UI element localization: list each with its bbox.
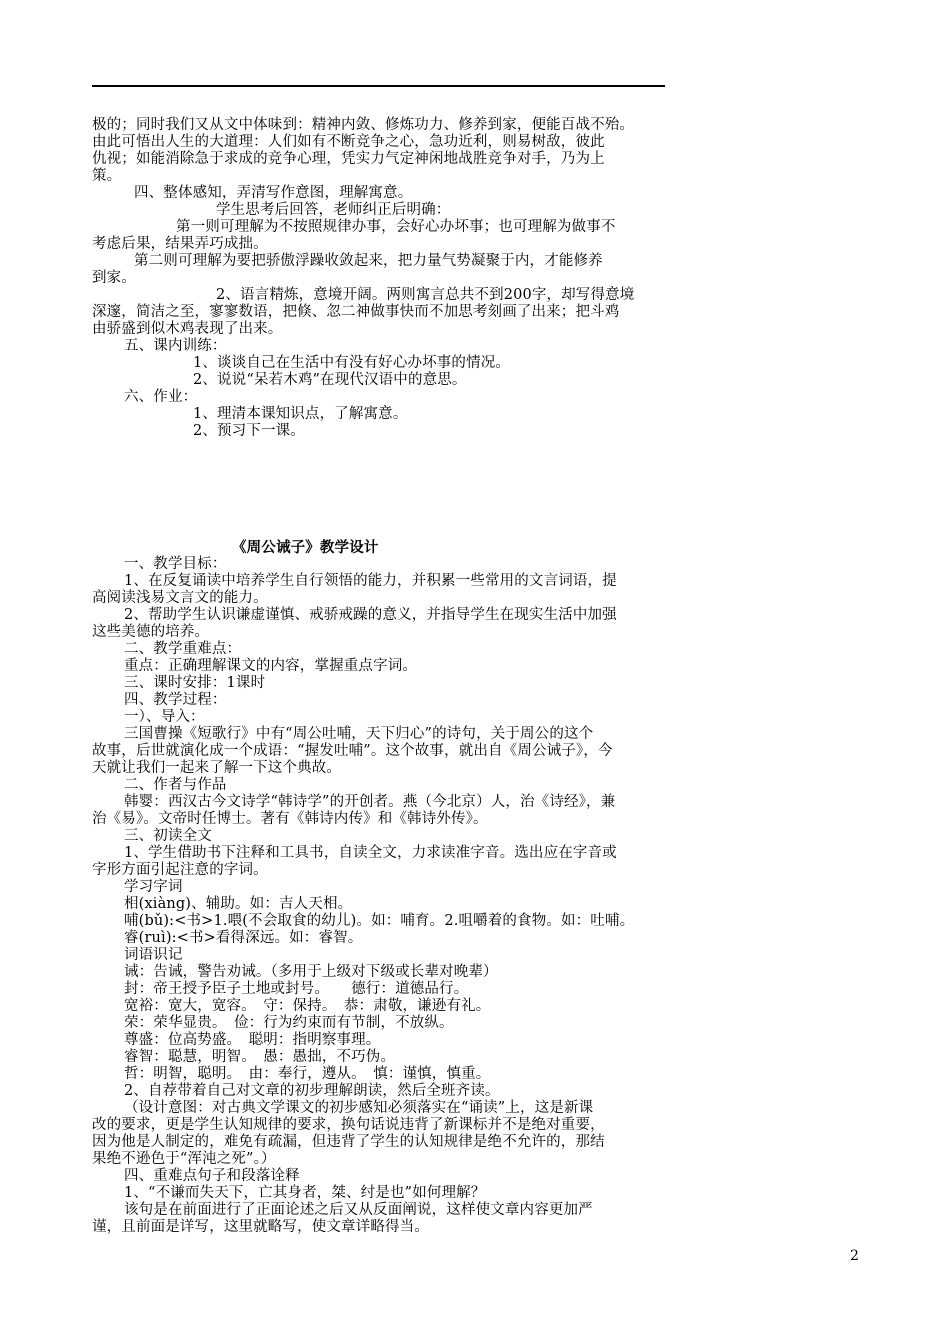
vocab-entry: 宽裕：宽大，宽容。 守：保持。 恭：肃敬，谦逊有礼。 bbox=[124, 998, 491, 1014]
list-item: 2、说说“呆若木鸡”在现代汉语中的意思。 bbox=[193, 372, 467, 388]
text-line: 这些美德的培养。 bbox=[92, 624, 210, 640]
text-line: 到家。 bbox=[92, 270, 136, 286]
header-rule bbox=[92, 85, 665, 87]
text-line: 2、自荐带着自己对文章的初步理解朗读，然后全班齐读。 bbox=[124, 1083, 500, 1099]
text-line: 重点：正确理解课文的内容，掌握重点字词。 bbox=[124, 658, 417, 674]
subsection-heading: 词语识记 bbox=[124, 947, 183, 963]
list-item: 1、理清本课知识点，了解寓意。 bbox=[193, 406, 408, 422]
text-line: 2、语言精炼，意境开阔。两则寓言总共不到200字，却写得意境 bbox=[216, 287, 635, 303]
vocab-entry: 相(xiàng)、辅助。如：吉人天相。 bbox=[124, 896, 353, 912]
text-line: 考虑后果，结果弄巧成拙。 bbox=[92, 236, 268, 252]
section-heading: 三、初读全文 bbox=[124, 828, 212, 844]
text-line: 学生思考后回答，老师纠正后明确： bbox=[216, 202, 451, 218]
text-line: 由骄盛到似木鸡表现了出来。 bbox=[92, 321, 283, 337]
vocab-entry: 睿(ruì):<书>看得深远。如：睿智。 bbox=[124, 930, 363, 946]
text-line: 故事，后世就演化成一个成语：“握发吐哺”。这个故事，就出自《周公诫子》，今 bbox=[92, 743, 613, 759]
vocab-entry: 睿智：聪慧，明智。 愚：愚拙，不巧伪。 bbox=[124, 1049, 396, 1065]
text-line: 第二则可理解为要把骄傲浮躁收敛起来，把力量气势凝聚于内，才能修养 bbox=[134, 253, 603, 269]
subsection-heading: 一）、导入： bbox=[124, 709, 205, 725]
text-line: 极的；同时我们又从文中体味到：精神内敛、修炼功力、修养到家，便能百战不殆。 bbox=[92, 117, 635, 133]
text-line: 策。 bbox=[92, 168, 122, 184]
text-line: 1、在反复诵读中培养学生自行领悟的能力，并积累一些常用的文言词语，提 bbox=[124, 573, 617, 589]
text-line: 治《易》。文帝时任博士。著有《韩诗内传》和《韩诗外传》。 bbox=[92, 811, 488, 827]
text-line: 改的要求，更是学生认知规律的要求，换句话说违背了新课标并不是绝对重要， bbox=[92, 1117, 605, 1133]
text-line: 高阅读浅易文言文的能力。 bbox=[92, 590, 268, 606]
text-line: 因为他是人制定的，难免有疏漏，但违背了学生的认知规律是绝不允许的，那结 bbox=[92, 1134, 605, 1150]
section-heading: 四、教学过程： bbox=[124, 692, 227, 708]
text-line: 天就让我们一起来了解一下这个典故。 bbox=[92, 760, 342, 776]
text-line: 1、学生借助书下注释和工具书，自读全文，力求读准字音。选出应在字音或 bbox=[124, 845, 617, 861]
vocab-entry: 荣：荣华显贵。 俭：行为约束而有节制，不放纵。 bbox=[124, 1015, 454, 1031]
section-heading: 六、作业： bbox=[124, 389, 198, 405]
text-line: （设计意图：对古典文学课文的初步感知必须落实在“诵读”上，这是新课 bbox=[124, 1100, 594, 1116]
section-heading: 一、教学目标： bbox=[124, 556, 227, 572]
section-heading: 五、课内训练： bbox=[124, 338, 227, 354]
text-line: 果绝不逊色于“浑沌之死”。） bbox=[92, 1151, 276, 1167]
subsection-heading: 学习字词 bbox=[124, 879, 183, 895]
text-line: 三国曹操《短歌行》中有“周公吐哺，天下归心”的诗句，关于周公的这个 bbox=[124, 726, 594, 742]
text-line: 仇视；如能消除急于求成的竞争心理，凭实力气定神闲地战胜竞争对手，乃为上 bbox=[92, 151, 605, 167]
section-heading: 二、作者与作品 bbox=[124, 777, 227, 793]
list-item: 2、预习下一课。 bbox=[193, 423, 305, 439]
text-line: 韩婴：西汉古今文诗学“韩诗学”的开创者。燕（今北京）人，治《诗经》，兼 bbox=[124, 794, 616, 810]
section-heading: 四、整体感知，弄清写作意图，理解寓意。 bbox=[134, 185, 413, 201]
text-line: 由此可悟出人生的大道理：人们如有不断竞争之心，急功近利，则易树敌，彼此 bbox=[92, 134, 605, 150]
text-line: 该句是在前面进行了正面论述之后又从反面阐说，这样使文章内容更加严 bbox=[124, 1202, 593, 1218]
text-line: 深邃，简洁之至，寥寥数语，把倏、忽二神做事快而不加思考刻画了出来；把斗鸡 bbox=[92, 304, 620, 320]
section-heading: 二、教学重难点： bbox=[124, 641, 242, 657]
text-line: 2、帮助学生认识谦虚谨慎、戒骄戒躁的意义，并指导学生在现实生活中加强 bbox=[124, 607, 617, 623]
section-heading: 四、重难点句子和段落诠释 bbox=[124, 1168, 300, 1184]
page-number: 2 bbox=[850, 1248, 859, 1264]
list-item: 1、谈谈自己在生活中有没有好心办坏事的情况。 bbox=[193, 355, 511, 371]
vocab-entry: 哲：明智，聪明。 由：奉行，遵从。 慎：谨慎，慎重。 bbox=[124, 1066, 491, 1082]
vocab-entry: 尊盛：位高势盛。 聪明：指明察事理。 bbox=[124, 1032, 381, 1048]
lesson-title: 《周公诫子》教学设计 bbox=[232, 539, 379, 556]
text-line: 1、“不谦而失天下，亡其身者，桀、纣是也”如何理解？ bbox=[124, 1185, 486, 1201]
section-heading: 三、课时安排：1课时 bbox=[124, 675, 266, 691]
vocab-entry: 封：帝王授予臣子土地或封号。 德行：道德品行。 bbox=[124, 981, 469, 997]
text-line: 字形方面引起注意的字词。 bbox=[92, 862, 268, 878]
vocab-entry: 诫：告诫，警告劝诫。（多用于上级对下级或长辈对晚辈） bbox=[124, 964, 498, 980]
text-line: 谨，且前面是详写，这里就略写，使文章详略得当。 bbox=[92, 1219, 429, 1235]
vocab-entry: 哺(bǔ):<书>1.喂(不会取食的幼儿)。如：哺育。2.咀嚼着的食物。如：吐哺。 bbox=[124, 913, 635, 929]
text-line: 第一则可理解为不按照规律办事，会好心办坏事；也可理解为做事不 bbox=[176, 219, 616, 235]
